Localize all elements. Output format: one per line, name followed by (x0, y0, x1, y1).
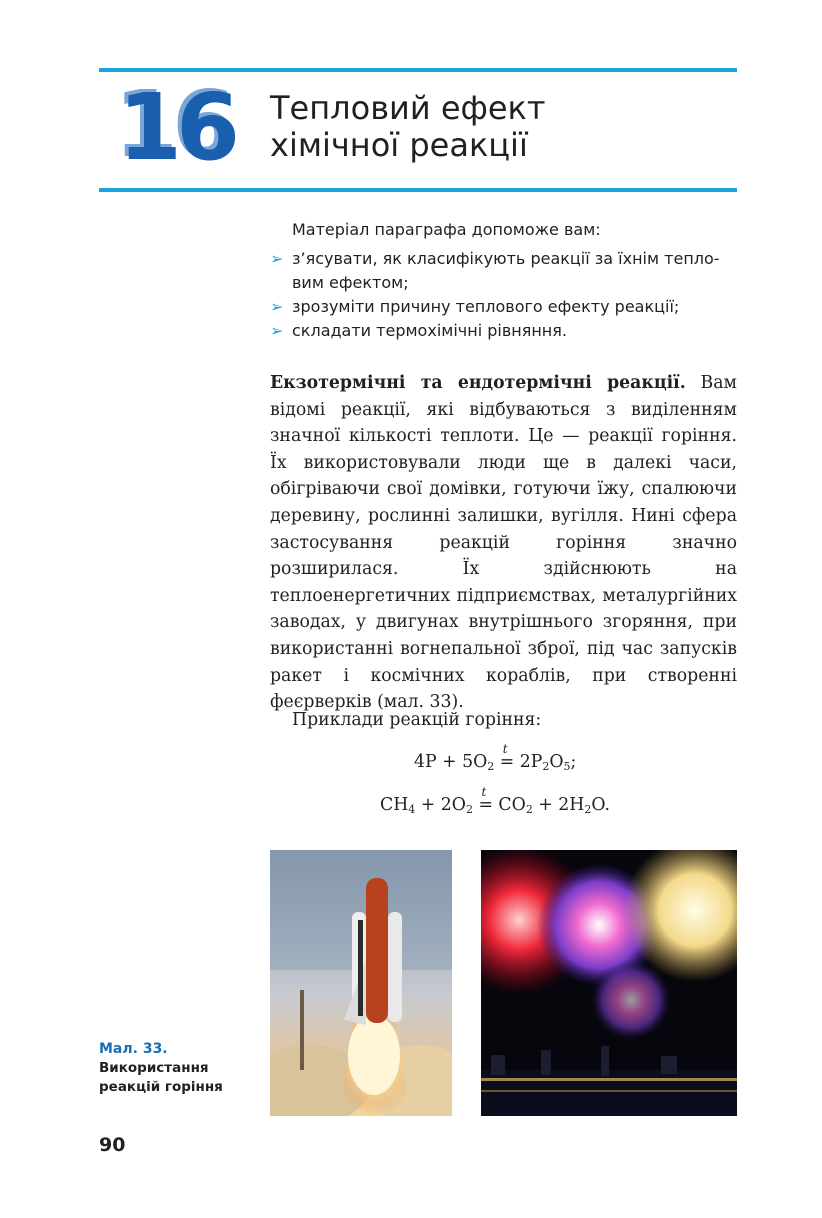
goal-item: ➢ з’ясувати, як класифікують реакції за їхнім тепло-вим ефектом; (270, 249, 720, 292)
chapter-title-line1: Тепловий ефект (270, 89, 546, 127)
equation-2: $CH_4 + 2O_2$ t = $CO_2 + 2H_2O$. (380, 785, 611, 816)
section-heading: Екзотермічні та ендотермічні реакції (270, 373, 680, 393)
equation-1: $4P + 5O_2$ t = $2P_2O_5$; (414, 742, 577, 773)
body-paragraph: Екзотермічні та ендотермічні реакції. Вам відомі реакції, які відбуваються з виділенням значної кількості теплоти. Це — реакції горіння. Їх використовували люди ще в далекі часи, обігріваючи свої домівки, готуючи їжу, спалюючи деревину, рослинні залишки, вугілля. Нині сфера застосування реакцій горіння значно розширилася. Їх здійснюють на теплоенергетичних підприємствах, металургійних заводах, у двигунах внутрішнього згоряння, при використанні вогнепальної зброї, під час запусків ракет і космічних кораблів, при створенні феєрверків (мал. 33). (270, 373, 737, 713)
reaction-sign: t = (499, 742, 515, 772)
fireworks-photo (481, 850, 737, 1116)
page-number: 90 (99, 1134, 126, 1156)
paragraph-2: Приклади реакцій горіння: (292, 710, 542, 730)
reaction-sign: t = (478, 785, 493, 815)
chapter-title-line2: хімічної реакції (270, 126, 528, 164)
chapter-title (270, 90, 546, 164)
figure-label: Мал. 33. (99, 1041, 168, 1057)
paragraph-1: Вам відомі реакції, які відбуваються з виділенням значної кількості теплоти. Це — реакції горіння. Їх використовували люди ще в далекі часи, обігріваючи свої домівки, готуючи їжу, спалюючи деревину, рослинні залишки, вугілля. Нині сфера застосування реакцій горіння значно розширилася. Їх здійснюють на теплоенергетичних підприємствах, металургійних заводах, у двигунах внутрішнього згоряння, при використанні вогнепальної зброї, під час запусків ракет і космічних кораблів, при створенні феєрверків (мал. 33). (270, 373, 737, 713)
top-rule (99, 68, 737, 72)
goals-list (270, 247, 740, 343)
goals-heading: Матеріал параграфа допоможе вам: (292, 220, 601, 239)
rocket-launch-illustration (270, 850, 452, 1116)
bottom-rule (99, 188, 737, 192)
figure-caption: Використання реакцій горіння (99, 1060, 223, 1095)
fireworks-illustration (481, 850, 737, 1116)
goal-item: ➢ складати термохімічні рівняння. (270, 319, 740, 343)
chevron-right-icon: ➢ (270, 249, 284, 268)
rocket-launch-photo (270, 850, 452, 1116)
chevron-right-icon: ➢ (270, 297, 284, 316)
goal-item: ➢ зрозуміти причину теплового ефекту реакції; (270, 295, 740, 319)
chevron-right-icon: ➢ (270, 321, 284, 340)
chapter-number: 16 (118, 74, 235, 181)
